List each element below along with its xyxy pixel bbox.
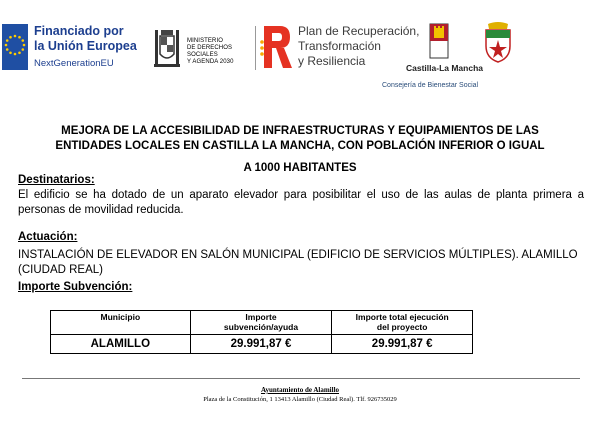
actuacion-text: INSTALACIÓN DE ELEVADOR EN SALÓN MUNICIPAL (EDIFICIO DE SERVICIOS MÚLTIPLES). ALAMILLO (CIUDAD REAL) — [18, 249, 578, 276]
document-title — [20, 124, 580, 176]
ministerio-line-3: Y AGENDA 2030 — [187, 59, 234, 65]
eu-logo-text — [34, 24, 137, 71]
plan-line-3: y Resiliencia — [298, 54, 366, 68]
destinatarios-text: El edificio se ha dotado de un aparato elevador para posibilitar el uso de las aulas de planta primera a personas de movilidad reducida. — [18, 189, 584, 216]
plan-recuperacion-text — [298, 24, 419, 69]
castilla-la-mancha-castle-icon — [428, 22, 450, 60]
subvencion-table — [50, 310, 473, 354]
castilla-la-mancha-text: Castilla-La Mancha — [406, 63, 483, 73]
header-importe-subvencion: Importe subvención/ayuda — [190, 311, 332, 335]
header-municipio: Municipio — [51, 311, 191, 335]
spain-coat-of-arms-icon — [152, 24, 182, 72]
ministerio-text — [187, 38, 257, 66]
logo-divider — [255, 26, 256, 70]
consejeria-text: Consejería de Bienestar Social — [382, 82, 479, 89]
plan-recuperacion-r-icon — [258, 22, 294, 72]
ministerio-line-1: MINISTERIO — [187, 38, 224, 44]
eu-line-2: la Unión Europea — [34, 39, 137, 53]
plan-line-2: Transformación — [298, 39, 381, 53]
actuacion-heading: Actuación: — [18, 231, 78, 243]
cell-subvencion: 29.991,87 € — [190, 335, 332, 354]
ministerio-line-2: DE DERECHOS SOCIALES — [187, 45, 233, 58]
footer-address: Plaza de la Constitución, 1 13413 Alamillo (Ciudad Real). Tlf. 926735029 — [203, 396, 397, 403]
eu-line-3: NextGenerationEU — [34, 58, 114, 69]
title-line-1: MEJORA DE LA ACCESIBILIDAD DE INFRAESTRUCTURAS Y EQUIPAMIENTOS DE LAS — [61, 125, 539, 137]
importe-heading: Importe Subvención: — [18, 281, 133, 293]
eu-flag-icon — [2, 24, 28, 70]
plan-line-1: Plan de Recuperación, — [298, 24, 420, 38]
header-importe-total: Importe total ejecución del proyecto — [332, 311, 473, 335]
cell-municipio: ALAMILLO — [51, 335, 191, 354]
alamillo-shield-icon — [482, 20, 514, 64]
title-line-2: ENTIDADES LOCALES EN CASTILLA LA MANCHA, CON POBLACIÓN INFERIOR O IGUAL — [55, 140, 545, 152]
footer-title: Ayuntamiento de Alamillo — [260, 386, 340, 394]
footer-divider — [22, 378, 580, 379]
cell-total: 29.991,87 € — [332, 335, 473, 354]
title-line-3: A 1000 HABITANTES — [243, 162, 357, 174]
table-row — [51, 335, 473, 354]
table-header-row — [51, 311, 473, 335]
eu-line-1: Financiado por — [34, 24, 124, 38]
destinatarios-heading: Destinatarios: — [18, 174, 95, 186]
